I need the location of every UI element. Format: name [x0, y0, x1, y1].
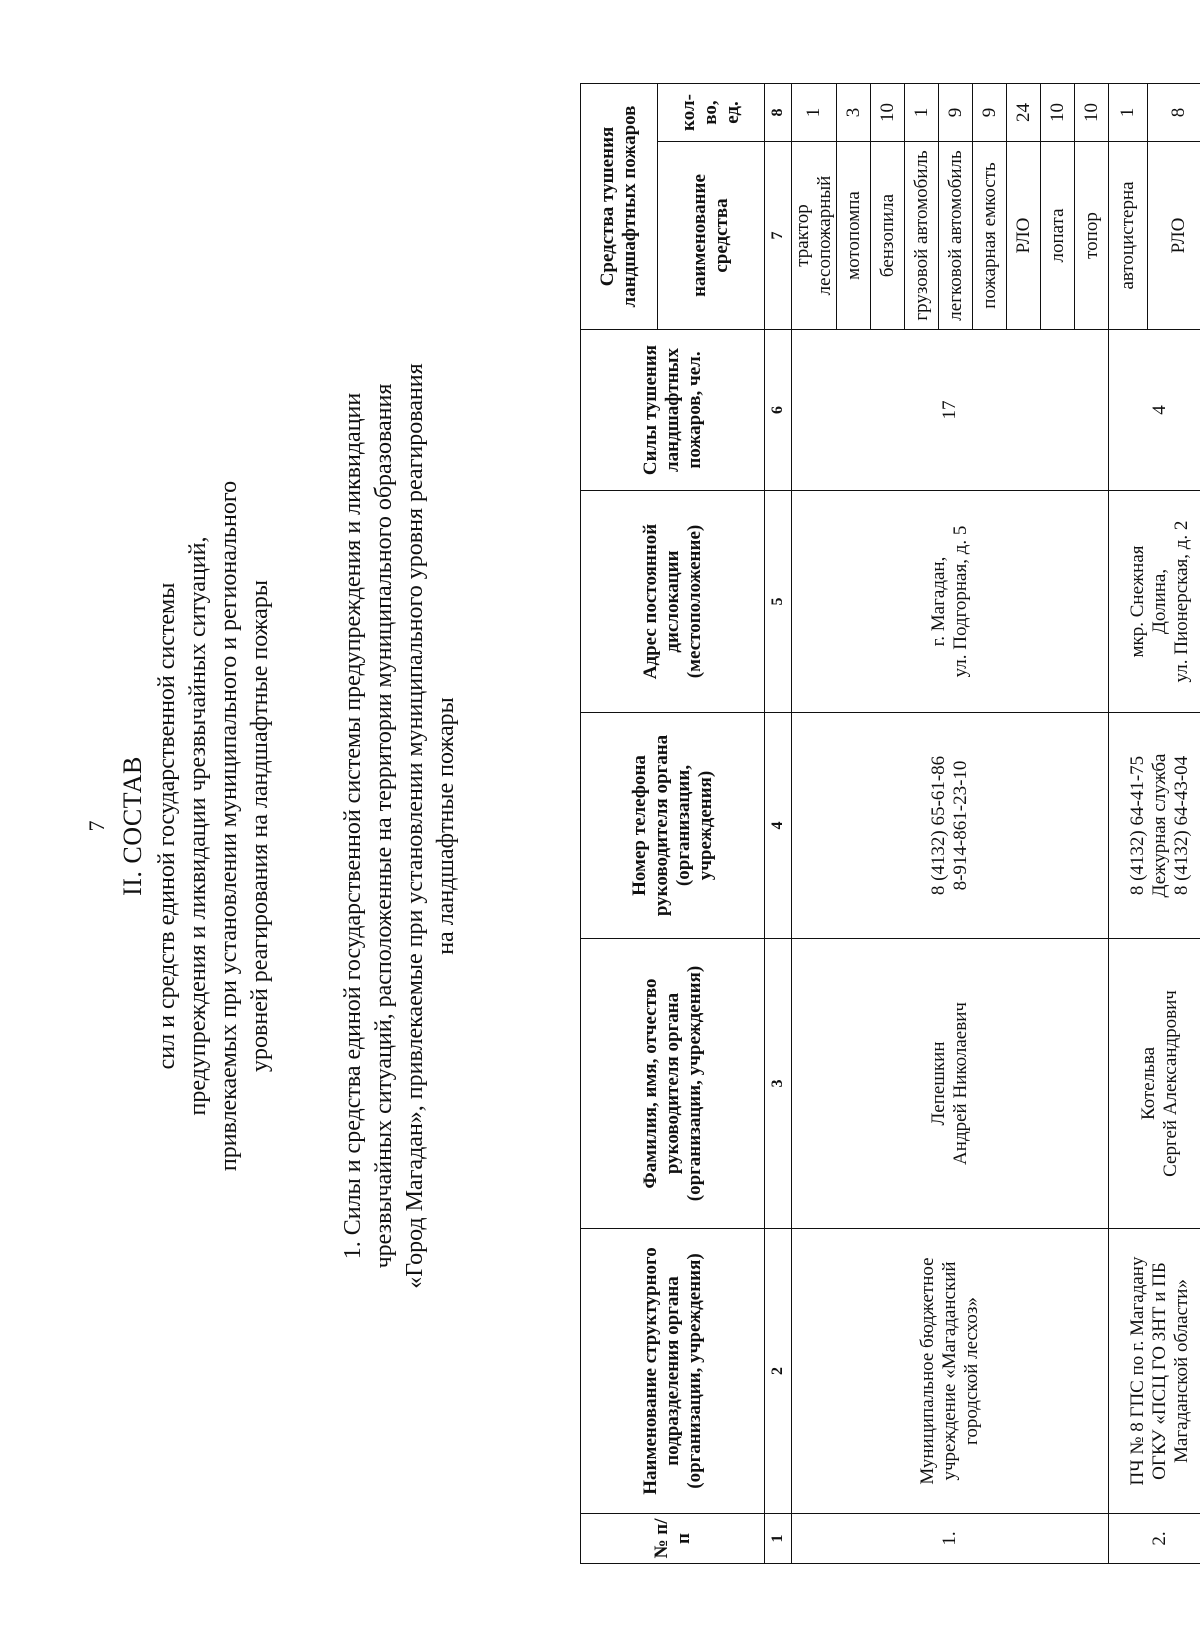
address-line: ул. Пионерская, д. 2 [1170, 520, 1192, 683]
row-address [792, 491, 1109, 713]
header-num: № п/п [581, 1514, 765, 1564]
means-name: мотопомпа [837, 142, 871, 330]
section-heading-line: чрезвычайных ситуаций, расположенные на территории муниципального образования [371, 383, 397, 1269]
column-number: 2 [765, 1229, 792, 1514]
head-line: Андрей Николаевич [950, 1002, 971, 1165]
phone-line: 8 (4132) 64-41-75 [1126, 755, 1148, 896]
row-unit [1109, 1229, 1200, 1514]
means-name: бензопила [871, 142, 905, 330]
document-title: II. СОСТАВ [118, 756, 147, 896]
column-number: 8 [765, 84, 792, 142]
phone-line: 8 (4132) 64-43-04 [1170, 755, 1192, 896]
row-num: 1. [792, 1514, 1109, 1564]
means-name: топор [1075, 142, 1109, 330]
address-line: г. Магадан, [928, 556, 949, 647]
means-qty: 1 [905, 84, 939, 142]
column-number: 1 [765, 1514, 792, 1564]
phone-line: 8-914-861-23-10 [950, 760, 971, 891]
address-line: ул. Подгорная, д. 5 [950, 525, 971, 678]
means-qty: 9 [973, 84, 1007, 142]
means-qty: 10 [1041, 84, 1075, 142]
header-address: Адрес постоянной дислокации (местоположение) [581, 491, 765, 713]
header-means-name: наименование средства [658, 142, 765, 330]
header-means-group: Средства тушения ландшафтных пожаров [581, 84, 658, 330]
header-forces: Силы тушения ландшафтных пожаров, чел. [581, 330, 765, 491]
unit-line: ОГКУ «ПСЦ ГО ЗНТ и ПБ [1148, 1262, 1170, 1480]
means-name: легковой автомобиль [939, 142, 973, 330]
row-forces: 4 [1109, 330, 1200, 491]
head-line: Лепешкин [928, 1041, 949, 1126]
row-head [792, 939, 1109, 1229]
row-num: 2. [1109, 1514, 1200, 1564]
means-name: лопата [1041, 142, 1075, 330]
subtitle-line: уровней реагирования на ландшафтные пожары [247, 580, 273, 1072]
header-head: Фамилия, имя, отчество руководителя органа (организации, учреждения) [581, 939, 765, 1229]
means-qty: 1 [1109, 84, 1148, 142]
column-number: 7 [765, 142, 792, 330]
means-name: РЛО [1148, 142, 1200, 330]
row-address [1109, 491, 1200, 713]
section-heading-line: «Город Магадан», привлекаемые при установлении муниципального уровня реагирования [402, 363, 428, 1289]
column-number: 5 [765, 491, 792, 713]
subtitle-line: предупреждения и ликвидации чрезвычайных ситуаций, [185, 536, 211, 1116]
means-qty: 10 [1075, 84, 1109, 142]
phone-line: 8 (4132) 65-61-86 [928, 755, 949, 896]
column-number: 3 [765, 939, 792, 1229]
means-name: трактор лесопожарный [792, 142, 837, 330]
table-row [1109, 84, 1148, 1564]
document-subtitle [152, 300, 276, 1352]
means-name: грузовой автомобиль [905, 142, 939, 330]
row-phone [792, 713, 1109, 939]
subtitle-line: привлекаемых при установлении муниципального и регионального [216, 480, 242, 1172]
unit-line: ПЧ № 8 ГПС по г. Магадану [1126, 1256, 1148, 1486]
means-qty: 9 [939, 84, 973, 142]
address-line: Долина, [1148, 568, 1170, 635]
row-phone [1109, 713, 1200, 939]
section-heading-line: на ландшафтные пожары [433, 697, 459, 955]
means-name: автоцистерна [1109, 142, 1148, 330]
means-name: РЛО [1007, 142, 1041, 330]
head-line: Сергей Александрович [1159, 990, 1181, 1177]
phone-line: Дежурная служба [1148, 753, 1170, 898]
subtitle-line: сил и средств единой государственной системы [154, 582, 180, 1070]
means-qty: 3 [837, 84, 871, 142]
means-qty: 1 [792, 84, 837, 142]
row-head [1109, 939, 1200, 1229]
address-line: мкр. Снежная [1126, 545, 1148, 658]
header-phone: Номер телефона руководителя органа (организации, учреждения) [581, 713, 765, 939]
means-qty: 24 [1007, 84, 1041, 142]
column-number: 4 [765, 713, 792, 939]
forces-table [580, 83, 1200, 1564]
section-heading [338, 240, 462, 1412]
row-forces: 17 [792, 330, 1109, 491]
table-row [792, 84, 837, 1564]
column-number: 6 [765, 330, 792, 491]
table-header-row [581, 84, 658, 1564]
row-unit: Муниципальное бюджетное учреждение «Магаданский городской лесхоз» [792, 1229, 1109, 1514]
head-line: Котельва [1137, 1047, 1159, 1121]
unit-line: Магаданской области» [1170, 1279, 1192, 1463]
column-number-row [765, 84, 792, 1564]
means-qty: 8 [1148, 84, 1200, 142]
header-unit: Наименование структурного подразделения органа (организации, учреждения) [581, 1229, 765, 1514]
section-heading-line: 1. Силы и средства единой государственной системы предупреждения и ликвидации [340, 392, 366, 1260]
means-qty: 10 [871, 84, 905, 142]
page-number: 7 [84, 820, 109, 832]
means-name: пожарная емкость [973, 142, 1007, 330]
header-means-qty: кол-во, ед. [658, 84, 765, 142]
